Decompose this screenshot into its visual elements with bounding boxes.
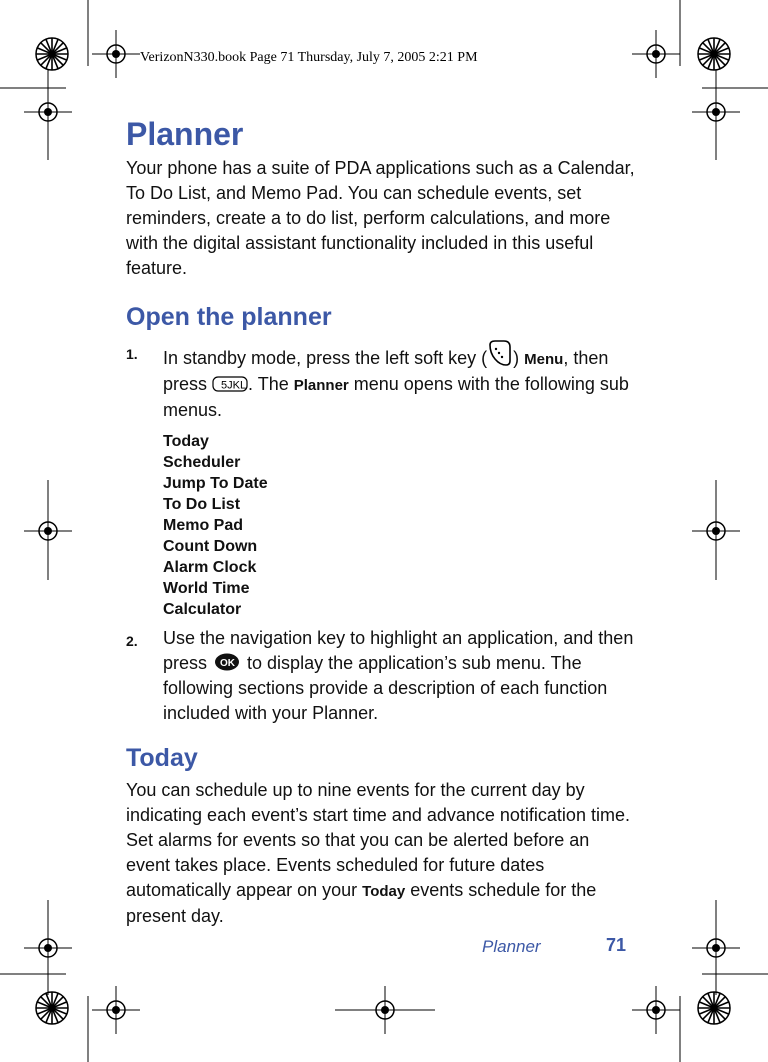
registration-mark-icon	[632, 986, 680, 1034]
step-number: 2.	[126, 633, 138, 649]
submenu-item-world-time: World Time	[163, 580, 250, 597]
step-text: menu opens with the following sub menus.	[163, 374, 629, 420]
step-text: Use the navigation key to highlight an application, and then press	[163, 628, 634, 673]
registration-mark-icon	[361, 986, 409, 1034]
intro-paragraph: Your phone has a suite of PDA applications such as a Calendar, To Do List, and Memo Pad. You can schedule events, set reminders, create a to do list, perform calculations, and more with the digital assistant functionality included in this useful feature.	[126, 158, 635, 278]
submenu-item-count-down: Count Down	[163, 538, 258, 555]
footer-page-number: 71	[606, 935, 627, 955]
five-key-icon	[212, 375, 248, 393]
step-2	[126, 626, 636, 726]
section-heading-open-planner: Open the planner	[126, 303, 332, 331]
step-text: to display the application’s sub menu. The following sections provide a description of each function included with your Planner.	[163, 653, 608, 723]
submenu-item-calculator: Calculator	[163, 601, 242, 618]
step-text: . The	[248, 374, 294, 394]
today-label: Today	[362, 883, 406, 900]
planner-label: Planner	[293, 377, 349, 394]
submenu-item-to-do-list: To Do List	[163, 496, 241, 513]
today-text: events schedule for the present day.	[126, 880, 597, 926]
step-text: )	[513, 348, 525, 368]
submenu-item-alarm-clock: Alarm Clock	[163, 559, 257, 576]
section-heading-today: Today	[126, 744, 198, 772]
ok-key-icon	[212, 652, 242, 672]
today-text: You can schedule up to nine events for the current day by indicating each event’s start time and advance notification time. Set alarms for events so that you can be alerted before an event takes place. Events scheduled for future dates automatically appear on your	[126, 780, 630, 900]
submenu-item-memo-pad: Memo Pad	[163, 517, 244, 534]
step-number: 1.	[126, 346, 138, 362]
today-paragraph	[126, 778, 636, 929]
menu-label: Menu	[524, 351, 564, 368]
book-info-header: VerizonN330.book Page 71 Thursday, July 7, 2005 2:21 PM	[140, 50, 478, 65]
submenu-list	[163, 431, 636, 620]
step-text: In standby mode, press the left soft key (	[163, 348, 488, 368]
star-target-top-right	[698, 38, 730, 70]
ok-key-label: OK	[220, 658, 236, 669]
footer-section-title: Planner	[482, 937, 541, 956]
star-target-bottom-left	[36, 992, 68, 1024]
submenu-item-scheduler: Scheduler	[163, 454, 241, 471]
page-content	[126, 112, 636, 929]
step-1	[126, 339, 636, 423]
registration-mark-icon	[92, 30, 140, 78]
submenu-item-today: Today	[163, 433, 209, 450]
left-soft-key-icon	[487, 339, 513, 367]
five-key-label: 5JKL	[221, 379, 247, 392]
star-target-bottom-right	[698, 992, 730, 1024]
registration-mark-icon	[92, 986, 140, 1034]
registration-mark-icon	[632, 30, 680, 78]
submenu-item-jump-to-date: Jump To Date	[163, 475, 268, 492]
star-target-top-left	[36, 38, 68, 70]
step-text: , then press	[163, 348, 609, 394]
page-title: Planner	[126, 116, 244, 152]
